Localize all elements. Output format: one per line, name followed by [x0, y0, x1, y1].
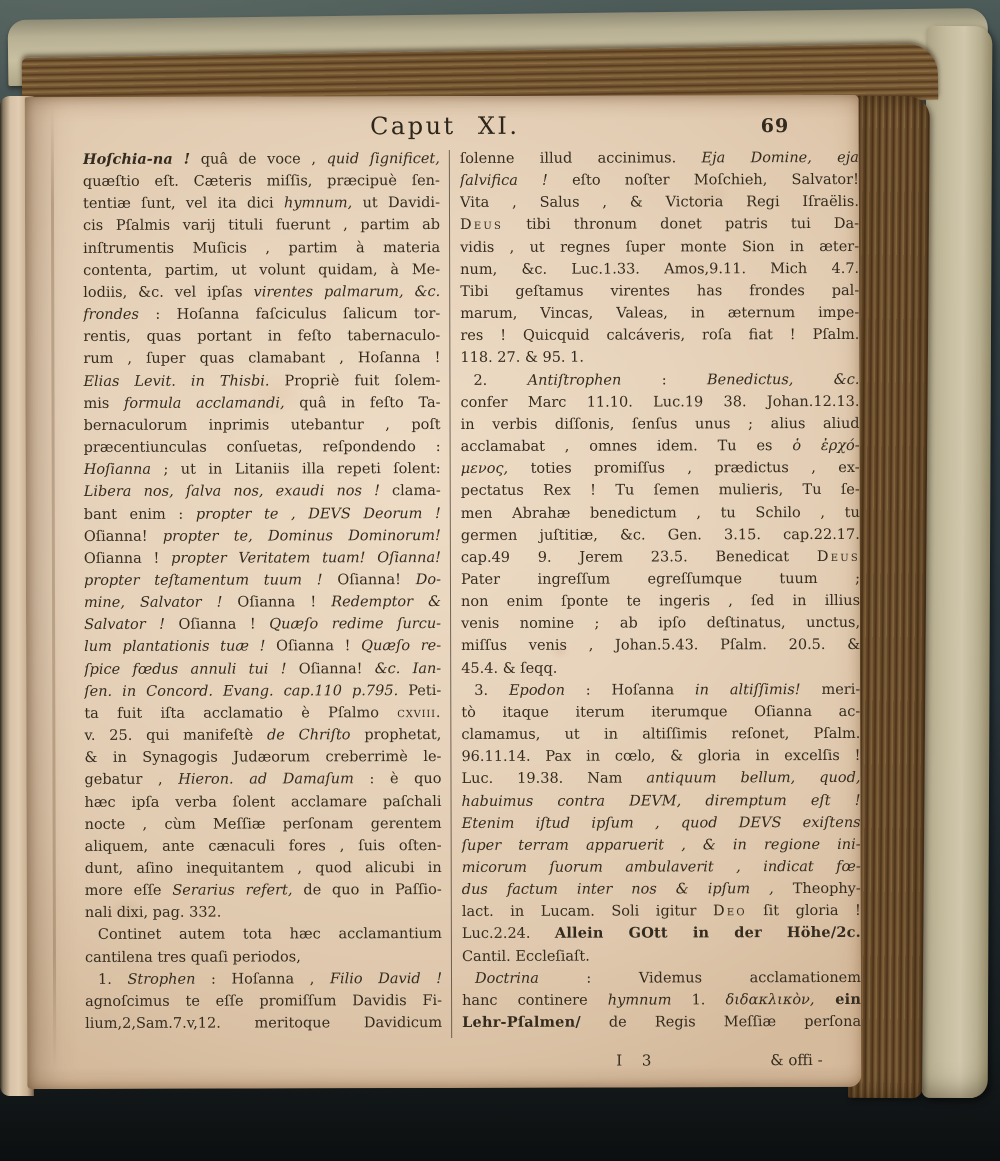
text-line: mis formula acclamandi, quâ in feſto Ta- — [83, 394, 441, 412]
text-line: Cantil. Eccleſiaſt. — [461, 948, 590, 965]
text-line: vidis , ut regnes ſuper monte Sion in æter- — [460, 238, 860, 256]
page-header — [83, 111, 859, 149]
text-line: v. 25. qui manifeſtè de Chriſto prophetat, — [84, 727, 442, 745]
text-line: 45.4. & ſeqq. — [461, 660, 558, 677]
text-line: bernaculorum inprimis utebantur , poſt — [83, 416, 441, 434]
text-line: Continet autem tota hæc acclamantium — [97, 926, 442, 944]
text-line: germen juſtitiæ, &c. Gen. 3.15. cap.22.17. — [460, 526, 860, 544]
text-line: pectatus Rex ! Tu ſemen mulieris, Tu ſe- — [460, 482, 860, 500]
text-line: Oſianna! propter te, Dominus Dominorum! — [83, 527, 441, 545]
text-line: gebatur , Hieron. ad Damaſum : è quo — [84, 771, 442, 789]
text-line: ta fuit iſta acclamatio è Pſalmo cxviii. — [84, 704, 442, 722]
text-line: lium,2,Sam.7.v,12. meritoque Davidicum — [85, 1015, 443, 1033]
text-line: habuimus contra DEVM, diremptum eſt ! — [461, 792, 861, 810]
text-line: Lehr-Pſalmen/ de Regis Meſſiæ perſona — [462, 1013, 862, 1032]
text-line: tò itaque iterum iterumque Oſianna ac- — [461, 703, 861, 721]
text-line: Doctrina : Videmus acclamationem — [474, 969, 862, 987]
page-number: 69 — [760, 115, 790, 138]
text-line: micorum ſuorum ambulaverit , indicat fœ- — [461, 858, 861, 876]
text-line: cap.49 9. Jerem 23.5. Benedicat Deus — [460, 548, 860, 566]
text-line: ſpice fœdus annuli tui ! Oſianna! &c. Ian- — [84, 660, 442, 678]
text-line: acclamabat , omnes idem. Tu es ὁ ἐρχό- — [460, 437, 860, 455]
text-line: clamamus, ut in altiſſimis reſonet, Pſalm. — [461, 725, 861, 744]
text-line: agnoſcimus te eſſe promiſſum Davidis Fi- — [85, 992, 443, 1010]
book-cover-right-edge — [922, 26, 993, 1098]
book-page — [25, 95, 862, 1089]
text-line: nali dixi, pag. 332. — [84, 904, 222, 922]
text-line: more eſſe Serarius refert, de quo in Paſſio- — [84, 882, 442, 900]
text-line: Salvator ! Oſianna ! Quæſo redime ſurcu- — [84, 616, 442, 634]
text-line: dunt, aſino inequitantem , quod alicubi in — [84, 860, 442, 877]
text-line: & in Synagogis Judæorum creberrimè le- — [84, 749, 442, 767]
text-line: marum, Vincas, Valeas, in æternum impe- — [460, 305, 860, 323]
text-line: Etenim iſtud ipſum , quod DEVS exiſtens — [461, 814, 861, 832]
text-line: num, &c. Luc.1.33. Amos,9.11. Mich 4.7. — [460, 260, 860, 278]
column-right — [460, 147, 861, 1038]
text-line: Pater ingreſſum egreſſumque tuum ; — [460, 570, 860, 588]
text-line: frondes : Hoſanna faſciculus ſalicum tor- — [83, 306, 441, 324]
text-line: hæc ipſa verba ſolent acclamare paſchali — [84, 793, 442, 811]
text-line: ſalvifica ! eſto noſter Moſchieh, Salvator! — [459, 172, 859, 190]
text-line: tentiæ ſunt, vel ita dici hymnum, ut Davidi- — [82, 195, 440, 213]
text-line: Luc.2.24. Allein GOtt in der Höhe/2c. — [461, 924, 861, 943]
text-line: Luc. 19.38. Nam antiquum bellum, quod, — [461, 770, 861, 788]
text-line: dus factum inter nos & ipſum , Theophy- — [461, 881, 861, 899]
text-line: hanc continere hymnum 1. διδακλικὸν, ein — [462, 990, 862, 1009]
text-line: miſſus venis , Johan.5.43. Pſalm. 20.5. & — [461, 637, 861, 655]
text-line: Deus tibi thronum donet patris tui Da- — [460, 216, 860, 234]
text-line: propter teſtamentum tuum ! Oſianna! Do- — [83, 571, 441, 589]
text-line: venis nomine ; ab ipſo deſtinatus, unctus, — [461, 615, 861, 633]
text-line: ſuper terram apparuerit , & in regione ini- — [461, 836, 861, 854]
text-line: Hoſianna ; ut in Litaniis illa repeti ſolent: — [83, 461, 441, 479]
text-line: res ! Quicquid calcáveris, roſa fiat ! Pſalm. — [460, 327, 860, 345]
text-line: rentis, quas portant in feſto tabernaculo- — [83, 328, 441, 346]
gathering-signature: I 3 — [616, 1051, 652, 1070]
text-line: 96.11.14. Pax in cœlo, & gloria in excelſis ! — [461, 748, 861, 766]
text-line: quæſtio eſt. Cæteris miſſis, præcipuè ſen- — [82, 173, 440, 191]
text-line: Hoſchia-na ! quâ de voce , quid ſignificet, — [82, 150, 440, 168]
text-line: contenta, partim, ut volunt quidam, à Me- — [83, 261, 441, 279]
signature-row — [462, 1051, 861, 1076]
text-line: Libera nos, ſalva nos, exaudi nos ! clama- — [83, 483, 441, 501]
text-line: bant enim : propter te , DEVS Deorum ! — [83, 505, 441, 523]
chapter-title: Caput XI. — [370, 111, 520, 141]
text-line: lum plantationis tuæ ! Oſianna ! Quæſo re- — [84, 638, 442, 656]
column-left — [83, 148, 442, 1039]
text-line: præcentiunculas conſuetas, reſpondendo : — [83, 439, 441, 456]
text-block — [82, 111, 862, 1070]
text-line: non enim ſponte te ingeris , ſed in illius — [461, 593, 861, 611]
text-line: 2. Antiſtrophen : Benedictus, &c. — [473, 371, 860, 389]
text-line: μενος, toties promiſſus , prædictus , ex- — [460, 460, 860, 478]
column-divider-rule — [449, 150, 452, 1038]
catchword: & offi - — [770, 1051, 823, 1070]
text-columns — [83, 147, 861, 1039]
text-line: lodiis, &c. vel ipſas virentes palmarum, &c. — [83, 283, 441, 301]
text-line: 118. 27. & 95. 1. — [460, 350, 585, 367]
text-line: 1. Strophen : Hoſanna , Filio David ! — [97, 970, 443, 988]
text-line: cis Pſalmis varij tituli fuerunt , partim ab — [83, 217, 441, 235]
text-line: rum , ſuper quas clamabant , Hoſanna ! — [83, 350, 441, 368]
text-line: Oſianna ! propter Veritatem tuam! Oſianna! — [83, 549, 441, 567]
text-line: Tibi geſtamus virentes has frondes pal- — [460, 282, 860, 300]
text-line: aliquem, ante cænaculi fores , ſuis oſten- — [84, 837, 442, 855]
text-line: Vita , Salus , & Victoria Regi Iſraëlis. — [459, 194, 860, 212]
text-line: mine, Salvator ! Oſianna ! Redemptor & — [84, 594, 442, 612]
text-line: inſtrumentis Muſicis , partim à materia — [83, 239, 441, 257]
text-line: Elias Levit. in Thisbi. Propriè fuit ſolem- — [83, 372, 441, 390]
text-line: ſolenne illud accinimus. Eja Domine, eja — [459, 149, 859, 167]
text-line: lact. in Lucam. Soli igitur Deo ſit gloria ! — [461, 903, 861, 921]
text-line: in verbis diſſonis, ſenſus unus ; alius aliud — [460, 415, 860, 433]
text-line: ſen. in Concord. Evang. cap.110 p.795. Peti- — [84, 682, 442, 700]
text-line: men Abrahæ benedictum , tu Schilo , tu — [460, 504, 860, 522]
text-line: 3. Epodon : Hoſanna in altiſſimis! meri- — [474, 681, 861, 699]
text-line: cantilena tres quaſi periodos, — [84, 948, 301, 966]
text-line: confer Marc 11.10. Luc.19 38. Johan.12.13. — [460, 393, 860, 411]
text-line: nocte , cùm Meſſiæ perſonam gerentem — [84, 815, 442, 833]
